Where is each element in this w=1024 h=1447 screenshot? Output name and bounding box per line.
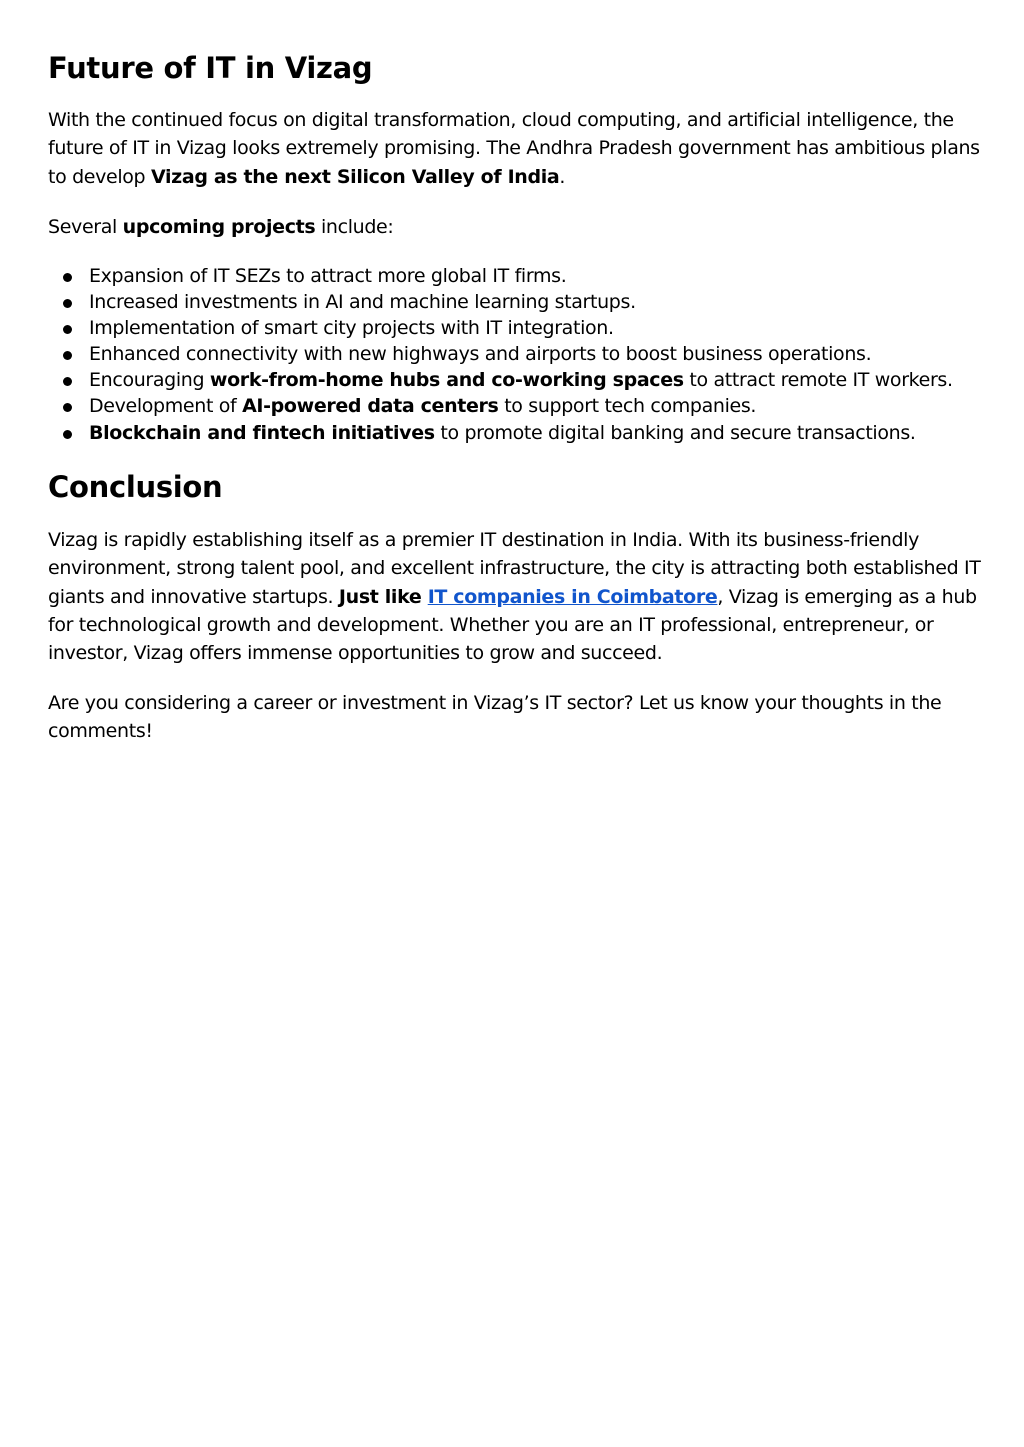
section-heading-future: Future of IT in Vizag [48,51,373,85]
list-item-text: Development of [89,395,243,418]
list-item-text: Enhanced connectivity with new highways and airports to boost business operations. [89,343,872,366]
intro-text-end: . [559,165,566,188]
list-item [48,315,983,341]
list-item [48,341,983,367]
list-item-text: to support tech companies. [498,395,757,418]
list-item-text: to attract remote IT workers. [683,369,953,392]
bullet-icon [63,351,72,360]
list-item-text: to promote digital banking and secure transactions. [434,421,916,444]
conclusion-text: Vizag is rapidly establishing itself as a premier IT destination in India. With its business-friendly environment, strong talent pool, and excellent infrastructure, the city is attracting both established IT giants and innovative startups. [48,529,981,608]
projects-intro-paragraph [48,213,983,241]
projects-intro-bold: upcoming projects [122,216,316,238]
bullet-icon [63,299,72,308]
conclusion-bold-text: Just like [338,585,428,608]
list-item-bold: Blockchain and fintech initiatives [89,421,435,444]
list-item-text: Increased investments in AI and machine learning startups. [89,291,636,314]
projects-intro-text: Several [48,216,123,238]
list-item [48,420,983,446]
list-item-text: Expansion of IT SEZs to attract more global IT firms. [89,265,567,287]
list-item [48,367,983,393]
conclusion-text-end: , Vizag is emerging as a hub for technological growth and development. Whether you are an IT professional, entrepreneur, or investor, Vizag offers immense opportunities to grow and succeed. [48,585,977,665]
bullet-icon [63,430,72,439]
intro-text: With the continued focus on digital transformation, cloud computing, and artificial intelligence, the future of IT in Vizag looks extremely promising. The Andhra Pradesh government has ambitious plans to develop [48,109,980,188]
list-item [48,289,983,315]
bullet-icon [63,273,72,282]
projects-intro-text-end: include: [315,216,394,238]
closing-paragraph: Are you considering a career or investment in Vizag’s IT sector? Let us know your thoughts in the comments! [48,692,942,743]
coimbatore-link[interactable]: IT companies in Coimbatore [427,585,718,608]
list-item-bold: AI-powered data centers [242,395,499,418]
projects-list [48,263,983,446]
conclusion-paragraph [48,526,988,667]
list-item-bold: work-from-home hubs and co-working spaces [209,369,684,392]
list-item [48,263,983,289]
bullet-icon [63,403,72,412]
section-heading-conclusion: Conclusion [48,470,223,504]
bullet-icon [63,325,72,334]
list-item-text: Implementation of smart city projects with IT integration. [89,317,614,340]
intro-bold-text: Vizag as the next Silicon Valley of India [150,165,560,188]
list-item [48,393,983,419]
intro-paragraph [48,106,983,191]
bullet-icon [63,377,72,386]
list-item-text: Encouraging [89,369,210,392]
